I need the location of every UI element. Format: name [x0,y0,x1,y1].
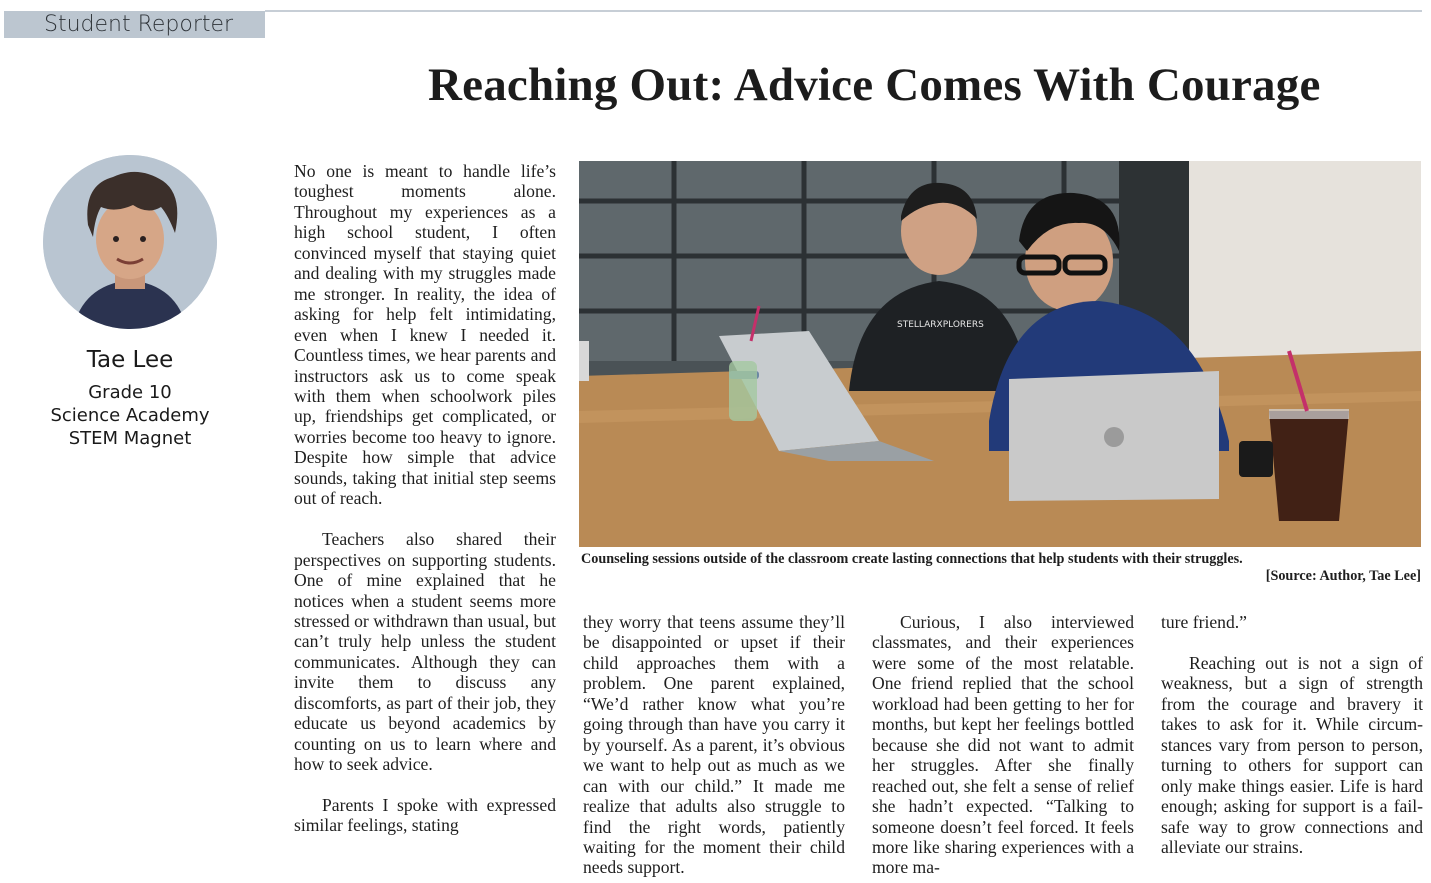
paragraph: Reaching out is not a sign of weakness, but a sign of strength from the courage and bravery it takes to ask for it. While circumstances vary from person to person, turning to others for support can only make things easier. Life is hard enough; asking for support is a fail-safe way to grow connections and alleviate our strains. [1161,652,1423,857]
laptop-sticker-text: STELLARXPLORERS [897,320,984,330]
author-program: Science Academy [50,405,210,426]
paragraph: they worry that teens assume they’ll be disappointed or upset if their child approaches them with a problem. One parent explained, “We’d rather know what you’re going through than have you carry it by yourself. As a parent, it’s obvious we want to help out as much as we can with our child.” It made me realize that adults also struggle to find the right words, patiently waiting for the moment their child needs support. [583,612,845,878]
author-portrait-icon [43,155,217,329]
photo-source: [Source: Author, Tae Lee] [1265,568,1421,584]
paragraph: No one is meant to handle life’s toughest moments alone. Throughout my experiences as a high school student, I often convinced myself that staying quiet and dealing with my struggles made me stronger. In reality, the idea of asking for help felt intimidating, even when I knew I needed it. Countless times, we hear parents and instructors ask us to come speak with them when schoolwork piles up, friendships get complicated, or worries become too heavy to ignore. Despite how simple that advice sounds, taking that initial step seems out of reach. [294,161,556,509]
paragraph: Teachers also shared their perspectives on supporting students. One of mine explained that he notices when a student seems more stressed or withdrawn than usual, but can’t truly help unless the student communicates. Although they can invite them to discuss any discomforts, as part of their job, they educate us beyond academics by counting on us to learn where and how to seek advice. [294,529,556,775]
article-column-1 [294,161,556,836]
author-grade: Grade 10 [88,382,172,403]
headline: Reaching Out: Advice Comes With Courage [428,59,1321,111]
article-photo [579,161,1421,547]
paragraph: Curious, I also interviewed classmates, and their experiences were some of the most relatable. One friend replied that the school workload had been getting to her for months, but kept her feelings bottled because she did not want to admit her struggles. After she finally reached out, she felt a sense of relief she hadn’t expected. “Talking to someone doesn’t feel forced. It feels more like sharing experiences with a more ma- [872,612,1134,878]
author-magnet: STEM Magnet [68,428,192,449]
section-tag: Student Reporter [4,11,265,38]
photo-caption: Counseling sessions outside of the classroom create lasting connections that help students with their struggles. [581,551,1243,567]
paragraph: ture friend.” [1161,612,1247,632]
author-avatar [43,155,217,329]
author-name: Tae Lee [86,347,174,373]
article-column-2 [583,612,845,878]
paragraph: Parents I spoke with expressed similar feelings, stating [294,795,556,836]
article-column-3 [872,612,1134,878]
author-box [20,155,240,450]
article-column-4 [1161,612,1423,857]
counseling-photo-icon [579,161,1421,547]
top-rule [265,10,1422,12]
